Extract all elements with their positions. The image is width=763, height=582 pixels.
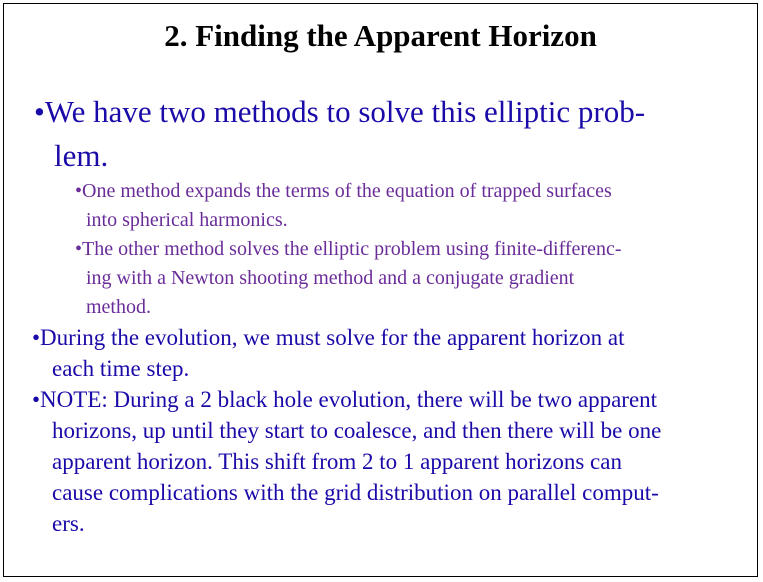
bullet-line: •One method expands the terms of the equation of trapped surfaces [75, 180, 612, 202]
bullet-line: apparent horizon. This shift from 2 to 1 apparent horizons can [52, 449, 622, 474]
bullet-note [32, 384, 661, 539]
bullet-line: •We have two methods to solve this elliptic prob- [34, 94, 646, 129]
bullet-line: •NOTE: During a 2 black hole evolution, there will be two apparent [32, 387, 658, 412]
bullet-line: horizons, up until they start to coalesce, and then there will be one [52, 418, 662, 443]
bullet-line: •The other method solves the elliptic problem using finite-differenc- [75, 238, 622, 260]
bullet-line: cause complications with the grid distribution on parallel comput- [52, 480, 659, 505]
bullet-line: into spherical harmonics. [86, 209, 288, 231]
sub-bullet-finite-differencing [75, 235, 621, 322]
bullet-line: each time step. [52, 356, 190, 381]
bullet-two-methods [34, 90, 645, 178]
sub-bullet-spherical-harmonics [75, 177, 612, 235]
bullet-line: method. [86, 296, 151, 318]
bullet-line: ing with a Newton shooting method and a conjugate gradient [86, 267, 575, 289]
slide-title: 2. Finding the Apparent Horizon [164, 18, 597, 53]
bullet-line: •During the evolution, we must solve for the apparent horizon at [32, 325, 625, 350]
bullet-line: ers. [52, 511, 85, 536]
bullet-line: lem. [54, 138, 109, 173]
slide [3, 3, 758, 577]
bullet-evolution [32, 322, 625, 384]
